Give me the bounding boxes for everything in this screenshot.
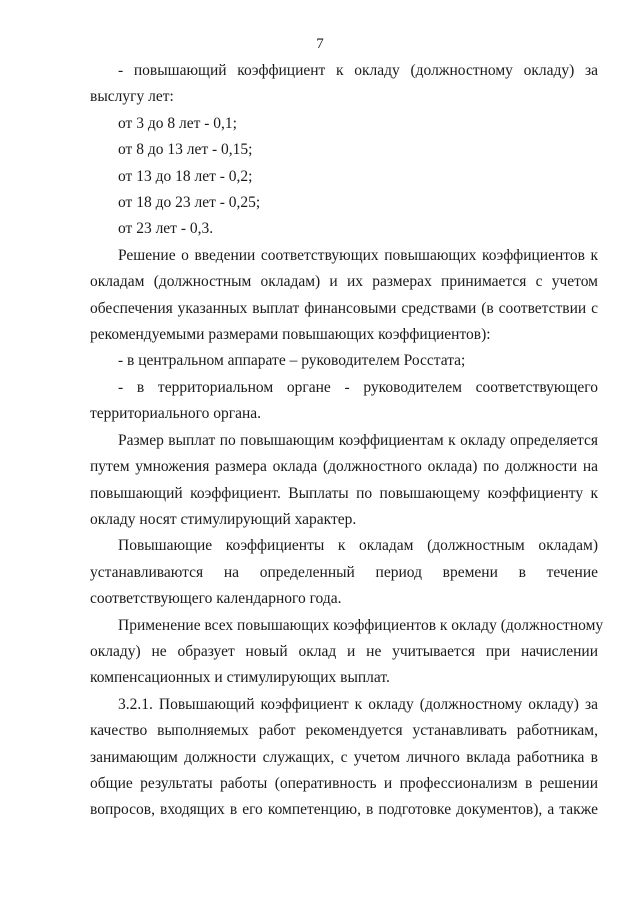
text-line: Повышающие коэффициенты к окладам (должностным окладам): [118, 537, 598, 555]
text-line: вопросов, входящих в его компетенцию, в подготовке документов), а также: [90, 801, 598, 819]
text-line: от 3 до 8 лет - 0,1;: [118, 114, 237, 132]
paragraph-3-2-1: [90, 692, 598, 824]
text-line: Размер выплат по повышающим коэффициентам к окладу определяется: [118, 431, 598, 449]
paragraph-coefficient-period: [90, 533, 598, 612]
text-line: Применение всех повышающих коэффициентов к окладу (должностному: [118, 616, 604, 634]
text-line: рекомендуемыми размерами повышающих коэффициентов):: [90, 326, 491, 344]
text-line: общие результаты работы (оперативность и профессионализм в решении: [90, 774, 598, 792]
text-line: Решение о введении соответствующих повышающих коэффициентов к: [118, 246, 598, 264]
text-line: повышающий коэффициент. Выплаты по повышающему коэффициенту к: [90, 484, 598, 502]
list-item-18-23-years: [90, 190, 598, 216]
text-line: от 8 до 13 лет - 0,15;: [118, 141, 253, 159]
list-item-13-18-years: [90, 164, 598, 190]
text-line: выслугу лет:: [90, 88, 174, 106]
text-line: путем умножения размера оклада (должностного оклада) по должности на: [90, 458, 598, 476]
text-line: 3.2.1. Повышающий коэффициент к окладу (должностному окладу) за: [118, 695, 598, 713]
text-line: от 23 лет - 0,3.: [118, 220, 214, 238]
text-line: соответствующего календарного года.: [90, 590, 342, 608]
list-item-3-8-years: [90, 111, 598, 137]
text-line: занимающим должности служащих, с учетом личного вклада работника в: [90, 748, 598, 766]
list-item-23-years: [90, 216, 598, 242]
text-line: - повышающий коэффициент к окладу (должностному окладу) за: [118, 62, 598, 79]
text-line: окладам (должностным окладам) и их размерах принимается с учетом: [90, 273, 598, 291]
text-line: - в территориальном органе - руководителем соответствующего: [118, 378, 598, 396]
text-line: устанавливаются на определенный период времени в течение: [90, 563, 598, 581]
list-item-territorial-body: [90, 375, 598, 428]
text-line: от 13 до 18 лет - 0,2;: [118, 167, 253, 185]
text-line: от 18 до 23 лет - 0,25;: [118, 194, 261, 212]
paragraph-decision: [90, 243, 598, 349]
text-line: окладу носят стимулирующий характер.: [90, 510, 357, 528]
text-line: - в центральном аппарате – руководителем Росстата;: [118, 352, 466, 370]
text-line: территориального органа.: [90, 405, 262, 423]
paragraph-seniority-coefficient: [90, 58, 598, 111]
paragraph-application: [90, 613, 604, 692]
page-number: 7: [316, 36, 324, 52]
text-line: окладу) не образует новый оклад и не учитывается при начислении: [90, 642, 598, 660]
list-item-8-13-years: [90, 137, 598, 163]
paragraph-payment-size: [90, 428, 598, 534]
document-body: [90, 58, 604, 824]
text-line: обеспечения указанных выплат финансовыми средствами (в соответствии с: [90, 299, 598, 317]
text-line: компенсационных и стимулирующих выплат.: [90, 669, 390, 687]
text-line: качество выполняемых работ рекомендуется устанавливать работникам,: [90, 722, 598, 740]
list-item-central-office: [90, 348, 598, 374]
